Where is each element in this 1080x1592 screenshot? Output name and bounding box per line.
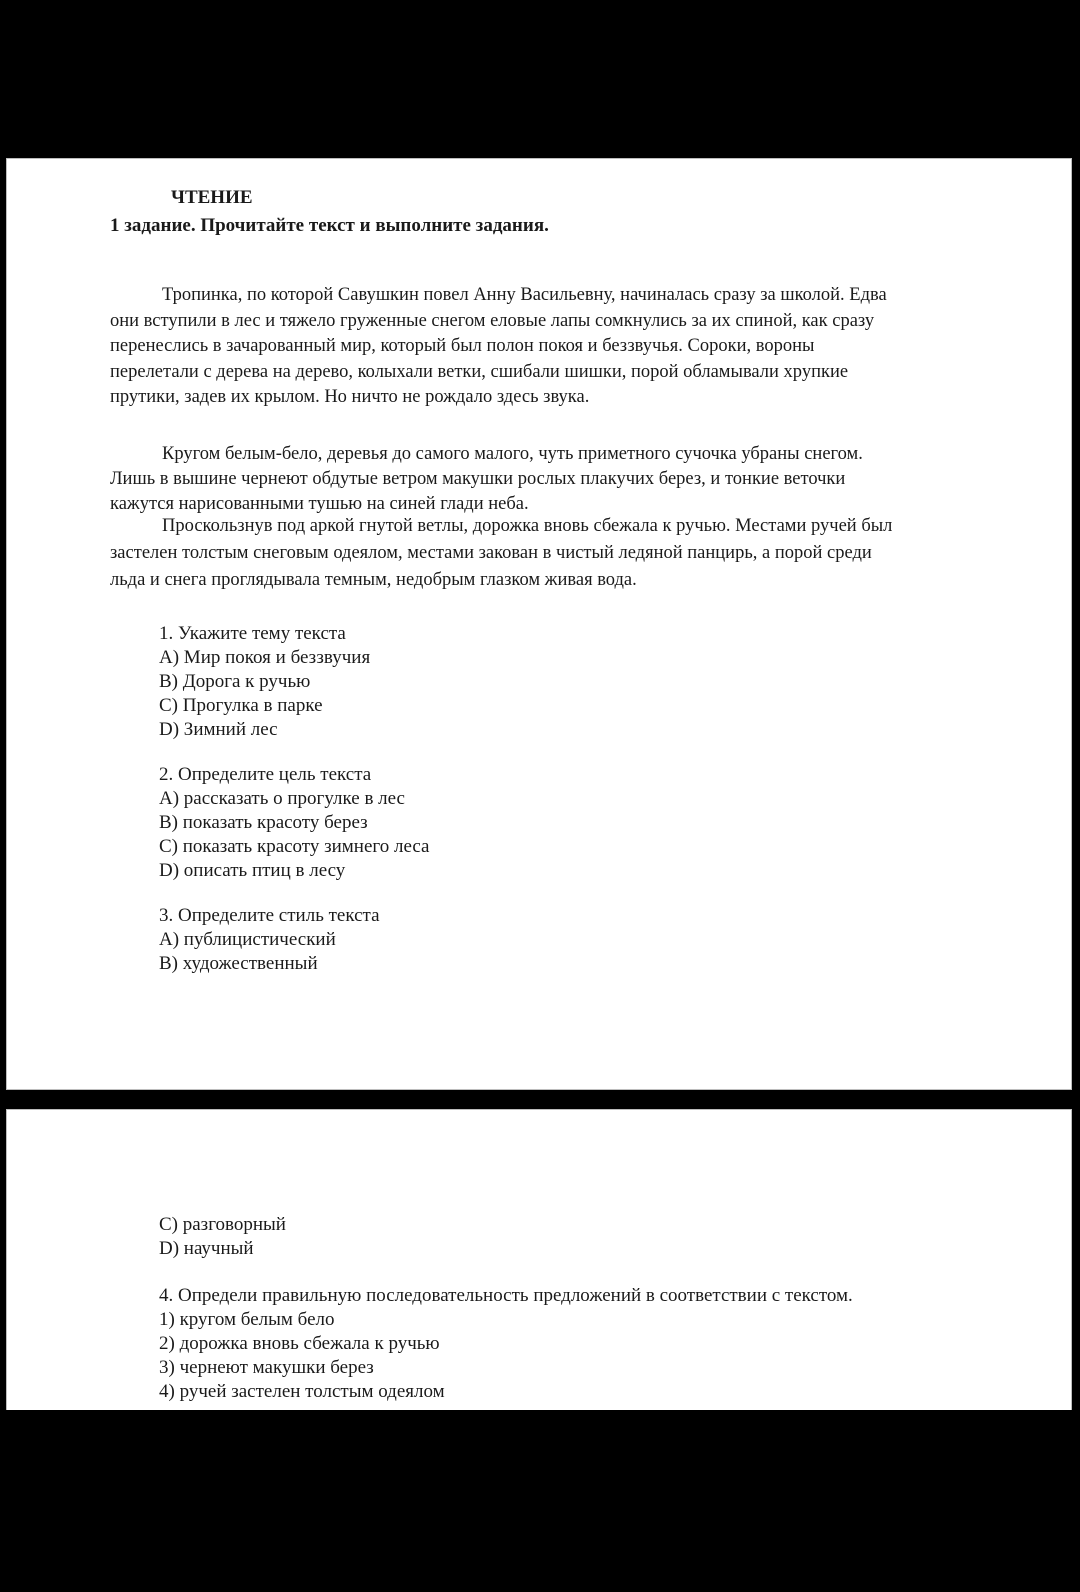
- answer-option: 1) кругом белым бело: [159, 1309, 335, 1330]
- answer-option: 3) чернеют макушки берез: [159, 1357, 374, 1378]
- document-page-1: [6, 158, 1072, 1090]
- question-3-continued: [159, 1213, 286, 1261]
- answer-option: C) Прогулка в парке: [159, 695, 323, 716]
- paragraph-2: [110, 442, 1015, 517]
- answer-option: D) Зимний лес: [159, 719, 278, 740]
- document-page-2: [6, 1109, 1072, 1410]
- question-2: [159, 763, 429, 883]
- question-text: 1. Укажите тему текста: [159, 623, 346, 644]
- text-line: льда и снега проглядывала темным, недобрым глазком живая вода.: [110, 570, 637, 590]
- text-line: перелетали с дерева на дерево, колыхали ветки, сшибали шишки, порой обламывали хрупкие: [110, 361, 849, 382]
- question-4: [159, 1284, 853, 1404]
- answer-option: A) рассказать о прогулке в лес: [159, 788, 405, 809]
- text-line: застелен толстым снеговым одеялом, местами закован в чистый ледяной панцирь, а порой среди: [110, 543, 872, 563]
- text-line: Лишь в вышине чернеют обдутые ветром макушки рослых плакучих берез, и тонкие веточки: [110, 469, 846, 489]
- text-line: Тропинка, по которой Савушкин повел Анну Васильевну, начиналась сразу за школой. Едва: [162, 285, 887, 305]
- answer-option: D) научный: [159, 1238, 254, 1259]
- answer-option: B) показать красоту берез: [159, 812, 368, 833]
- answer-option: D) описать птиц в лесу: [159, 860, 346, 881]
- answer-option: A) публицистический: [159, 929, 336, 950]
- text-line: Проскользнув под аркой гнутой ветлы, дорожка вновь сбежала к ручью. Местами ручей был: [162, 516, 893, 536]
- answer-option: 2) дорожка вновь сбежала к ручью: [159, 1333, 440, 1354]
- question-text: 2. Определите цель текста: [159, 764, 372, 785]
- question-3: [159, 904, 380, 976]
- paragraph-1: [110, 283, 1015, 411]
- answer-option: 4) ручей застелен толстым одеялом: [159, 1381, 445, 1402]
- answer-option: B) Дорога к ручью: [159, 671, 311, 692]
- text-line: прутики, задев их крылом. Но ничто не рождало здесь звука.: [110, 387, 590, 407]
- answer-option: B) художественный: [159, 953, 318, 974]
- paragraph-3: [110, 513, 1015, 594]
- question-text: 3. Определите стиль текста: [159, 905, 380, 926]
- answer-option: C) разговорный: [159, 1214, 286, 1235]
- section-title: ЧТЕНИЕ: [171, 187, 253, 208]
- text-line: кажутся нарисованными тушью на синей глади неба.: [110, 494, 529, 514]
- text-line: перенеслись в зачарованный мир, который был полон покоя и беззвучья. Сороки, вороны: [110, 336, 815, 356]
- text-line: Кругом белым-бело, деревья до самого малого, чуть приметного сучочка убраны снегом.: [162, 444, 863, 464]
- question-1: [159, 622, 370, 742]
- answer-option: A) Мир покоя и беззвучия: [159, 647, 371, 668]
- text-line: они вступили в лес и тяжело груженные снегом еловые лапы сомкнулись за их спиной, как сразу: [110, 310, 875, 331]
- answer-option: C) показать красоту зимнего леса: [159, 836, 430, 857]
- task-title: 1 задание. Прочитайте текст и выполните задания.: [110, 215, 549, 236]
- question-text: 4. Определи правильную последовательность предложений в соответствии с текстом.: [159, 1285, 853, 1306]
